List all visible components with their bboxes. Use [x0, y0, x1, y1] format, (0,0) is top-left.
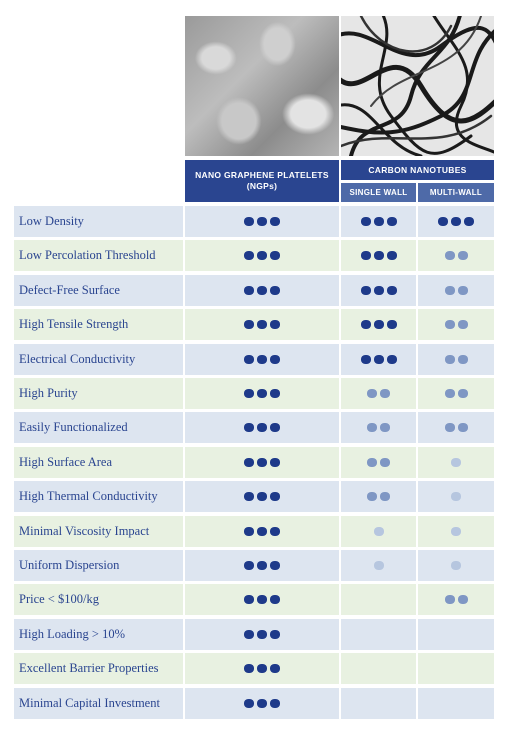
rating-cell-ngp — [185, 653, 339, 684]
rating-dot-icon — [451, 492, 461, 501]
rating-dot-icon — [244, 458, 254, 467]
rating-dots — [244, 492, 280, 501]
rating-dot-icon — [244, 699, 254, 708]
property-label: High Thermal Conductivity — [14, 481, 183, 512]
rating-cell-sw — [341, 688, 416, 719]
rating-dots — [244, 561, 280, 570]
rating-cell-mw — [418, 481, 494, 512]
rating-dot-icon — [257, 217, 267, 226]
rating-dots — [244, 699, 280, 708]
rating-dots — [367, 458, 390, 467]
table-row — [14, 550, 494, 581]
rating-cell-ngp — [185, 481, 339, 512]
rating-dot-icon — [458, 423, 468, 432]
rating-dot-icon — [458, 286, 468, 295]
rating-dots — [244, 423, 280, 432]
property-label: High Loading > 10% — [14, 619, 183, 650]
rating-dot-icon — [451, 561, 461, 570]
rating-dot-icon — [257, 251, 267, 260]
rating-cell-mw — [418, 584, 494, 615]
rating-cell-ngp — [185, 447, 339, 478]
rating-dot-icon — [445, 423, 455, 432]
rating-dots — [361, 355, 397, 364]
rating-cell-mw — [418, 344, 494, 375]
rating-dots — [361, 251, 397, 260]
rating-dot-icon — [367, 389, 377, 398]
rating-dot-icon — [244, 251, 254, 260]
header-multi-wall: MULTI-WALL — [418, 183, 494, 202]
rating-dot-icon — [380, 458, 390, 467]
rating-cell-ngp — [185, 688, 339, 719]
rating-dot-icon — [445, 251, 455, 260]
rating-dots — [367, 423, 390, 432]
rating-dots — [451, 458, 461, 467]
rating-cell-mw — [418, 619, 494, 650]
rating-cell-mw — [418, 516, 494, 547]
rating-cell-ngp — [185, 344, 339, 375]
rating-dots — [361, 286, 397, 295]
rating-dot-icon — [367, 492, 377, 501]
rating-cell-mw — [418, 378, 494, 409]
rating-dot-icon — [387, 217, 397, 226]
rating-dot-icon — [270, 458, 280, 467]
property-label: Excellent Barrier Properties — [14, 653, 183, 684]
rating-dot-icon — [270, 423, 280, 432]
rating-dot-icon — [270, 630, 280, 639]
rating-cell-sw — [341, 275, 416, 306]
rating-dot-icon — [257, 561, 267, 570]
table-row — [14, 688, 494, 719]
table-row — [14, 481, 494, 512]
rating-dot-icon — [387, 320, 397, 329]
rating-dot-icon — [257, 630, 267, 639]
rating-cell-ngp — [185, 309, 339, 340]
rating-dot-icon — [458, 389, 468, 398]
rating-cell-mw — [418, 447, 494, 478]
table-row — [14, 378, 494, 409]
rating-dots — [244, 630, 280, 639]
rating-cell-sw — [341, 481, 416, 512]
rating-dot-icon — [257, 492, 267, 501]
rating-dot-icon — [387, 286, 397, 295]
rating-dot-icon — [244, 423, 254, 432]
property-label: Electrical Conductivity — [14, 344, 183, 375]
rating-cell-ngp — [185, 206, 339, 237]
rating-cell-ngp — [185, 619, 339, 650]
rating-dot-icon — [244, 389, 254, 398]
table-row — [14, 275, 494, 306]
rating-cell-ngp — [185, 516, 339, 547]
rating-dot-icon — [244, 320, 254, 329]
rating-dot-icon — [270, 251, 280, 260]
rating-dot-icon — [244, 492, 254, 501]
rating-dot-icon — [380, 389, 390, 398]
rating-dot-icon — [451, 217, 461, 226]
rating-dot-icon — [361, 217, 371, 226]
rating-dot-icon — [464, 217, 474, 226]
rating-dot-icon — [361, 355, 371, 364]
rating-dot-icon — [374, 561, 384, 570]
rating-dots — [451, 561, 461, 570]
rating-dots — [244, 286, 280, 295]
rating-dots — [438, 217, 474, 226]
rating-dot-icon — [257, 389, 267, 398]
rating-cell-sw — [341, 653, 416, 684]
rating-dot-icon — [244, 630, 254, 639]
rating-dot-icon — [458, 251, 468, 260]
rating-dot-icon — [270, 492, 280, 501]
rating-cell-mw — [418, 275, 494, 306]
rating-dot-icon — [257, 527, 267, 536]
rating-dots — [361, 217, 397, 226]
rating-dot-icon — [438, 217, 448, 226]
rating-dots — [374, 561, 384, 570]
rating-cell-sw — [341, 344, 416, 375]
rating-dot-icon — [244, 595, 254, 604]
rating-cell-mw — [418, 412, 494, 443]
rating-cell-sw — [341, 584, 416, 615]
rating-dot-icon — [361, 286, 371, 295]
rating-dots — [445, 251, 468, 260]
table-row — [14, 309, 494, 340]
rating-cell-sw — [341, 516, 416, 547]
rating-dots — [244, 664, 280, 673]
property-label: Easily Functionalized — [14, 412, 183, 443]
rating-dot-icon — [361, 251, 371, 260]
property-label: High Purity — [14, 378, 183, 409]
rating-dot-icon — [270, 561, 280, 570]
rating-dots — [361, 320, 397, 329]
rating-cell-mw — [418, 550, 494, 581]
rating-cell-ngp — [185, 584, 339, 615]
rating-dot-icon — [257, 423, 267, 432]
graphene-platelet-image — [185, 16, 339, 156]
rating-dots — [451, 492, 461, 501]
rating-dots — [244, 527, 280, 536]
property-label: Defect-Free Surface — [14, 275, 183, 306]
rating-cell-mw — [418, 240, 494, 271]
property-label: Low Percolation Threshold — [14, 240, 183, 271]
property-label: Price < $100/kg — [14, 584, 183, 615]
rating-dots — [244, 595, 280, 604]
rating-dots — [445, 286, 468, 295]
rating-dots — [445, 320, 468, 329]
rating-cell-ngp — [185, 550, 339, 581]
rating-dot-icon — [451, 458, 461, 467]
rating-cell-sw — [341, 550, 416, 581]
rating-cell-ngp — [185, 378, 339, 409]
rating-dot-icon — [244, 664, 254, 673]
table-row — [14, 619, 494, 650]
rating-dot-icon — [270, 595, 280, 604]
rating-dot-icon — [374, 527, 384, 536]
table-row — [14, 584, 494, 615]
rating-dot-icon — [257, 355, 267, 364]
rating-dot-icon — [270, 217, 280, 226]
rating-dot-icon — [374, 320, 384, 329]
property-label: Minimal Capital Investment — [14, 688, 183, 719]
property-label: Minimal Viscosity Impact — [14, 516, 183, 547]
rating-dot-icon — [244, 286, 254, 295]
rating-dots — [244, 217, 280, 226]
rating-dot-icon — [374, 286, 384, 295]
rating-dot-icon — [380, 423, 390, 432]
nanotube-illustration — [341, 16, 494, 156]
rating-cell-sw — [341, 412, 416, 443]
rating-cell-mw — [418, 309, 494, 340]
rating-dot-icon — [445, 389, 455, 398]
rating-dot-icon — [361, 320, 371, 329]
rating-dot-icon — [445, 320, 455, 329]
carbon-nanotube-image — [341, 16, 494, 156]
rating-cell-ngp — [185, 275, 339, 306]
rating-dot-icon — [270, 699, 280, 708]
rating-dot-icon — [367, 423, 377, 432]
rating-cell-sw — [341, 378, 416, 409]
rating-dot-icon — [244, 355, 254, 364]
rating-dots — [367, 492, 390, 501]
rating-dot-icon — [380, 492, 390, 501]
rating-dots — [244, 355, 280, 364]
table-row — [14, 240, 494, 271]
rating-dots — [445, 389, 468, 398]
rating-dots — [244, 389, 280, 398]
header-single-wall: SINGLE WALL — [341, 183, 416, 202]
rating-dot-icon — [257, 320, 267, 329]
rating-dot-icon — [445, 595, 455, 604]
rating-dot-icon — [270, 527, 280, 536]
rating-dot-icon — [374, 251, 384, 260]
rating-dots — [244, 251, 280, 260]
rating-dot-icon — [244, 561, 254, 570]
rating-dot-icon — [387, 251, 397, 260]
rating-cell-ngp — [185, 412, 339, 443]
rating-dot-icon — [445, 286, 455, 295]
rating-cell-sw — [341, 619, 416, 650]
rating-dot-icon — [257, 664, 267, 673]
property-label: High Surface Area — [14, 447, 183, 478]
header-carbon-nanotubes: CARBON NANOTUBES — [341, 160, 494, 180]
rating-dots — [367, 389, 390, 398]
rating-dot-icon — [458, 355, 468, 364]
rating-dot-icon — [270, 664, 280, 673]
rating-dot-icon — [387, 355, 397, 364]
rating-cell-ngp — [185, 240, 339, 271]
rating-dot-icon — [270, 286, 280, 295]
rating-dot-icon — [270, 320, 280, 329]
table-row — [14, 447, 494, 478]
rating-dots — [445, 423, 468, 432]
property-label: High Tensile Strength — [14, 309, 183, 340]
rating-dots — [445, 355, 468, 364]
rating-dot-icon — [257, 699, 267, 708]
rating-dot-icon — [451, 527, 461, 536]
rating-cell-mw — [418, 688, 494, 719]
rating-dot-icon — [270, 355, 280, 364]
table-row — [14, 653, 494, 684]
rating-dot-icon — [257, 595, 267, 604]
rating-dot-icon — [374, 217, 384, 226]
rating-cell-mw — [418, 206, 494, 237]
rating-dot-icon — [244, 527, 254, 536]
rating-dot-icon — [458, 595, 468, 604]
rating-dots — [445, 595, 468, 604]
rating-cell-sw — [341, 240, 416, 271]
rating-dots — [374, 527, 384, 536]
rating-dots — [451, 527, 461, 536]
rating-cell-sw — [341, 309, 416, 340]
rating-cell-mw — [418, 653, 494, 684]
property-label: Uniform Dispersion — [14, 550, 183, 581]
rating-dot-icon — [257, 458, 267, 467]
table-row — [14, 412, 494, 443]
property-label: Low Density — [14, 206, 183, 237]
rating-dot-icon — [270, 389, 280, 398]
rating-dot-icon — [445, 355, 455, 364]
rating-dot-icon — [367, 458, 377, 467]
rating-dot-icon — [374, 355, 384, 364]
rating-cell-sw — [341, 206, 416, 237]
rating-dots — [244, 320, 280, 329]
table-row — [14, 206, 494, 237]
rating-dot-icon — [458, 320, 468, 329]
rating-dot-icon — [244, 217, 254, 226]
header-nano-graphene-platelets: NANO GRAPHENE PLATELETS (NGPs) — [185, 160, 339, 202]
rating-dots — [244, 458, 280, 467]
table-row — [14, 516, 494, 547]
table-row — [14, 344, 494, 375]
rating-dot-icon — [257, 286, 267, 295]
rating-cell-sw — [341, 447, 416, 478]
